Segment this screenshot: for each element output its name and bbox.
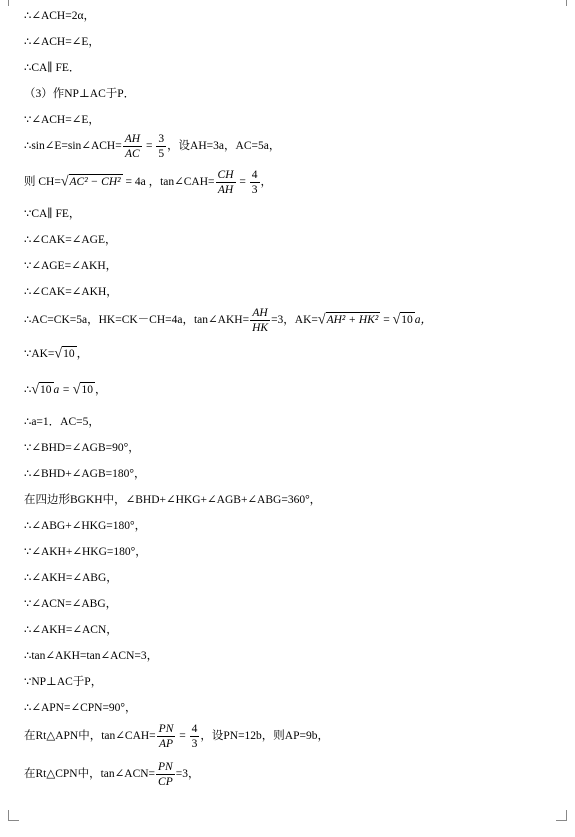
radicand: 10 <box>401 314 413 327</box>
formula-text: 在Rt△CPN中，tan∠ACN= <box>24 768 156 781</box>
formula-text: a = <box>53 384 73 396</box>
fraction-numerator: PN <box>158 761 173 773</box>
text-line: 在四边形BGKH中，∠BHD+∠HKG+∠AGB+∠ABG=360°， <box>24 494 322 506</box>
fraction-numerator: CH <box>217 169 234 181</box>
formula-text: = <box>380 314 393 327</box>
fraction-numerator: 4 <box>251 169 258 181</box>
fraction-numerator: 3 <box>158 133 165 145</box>
square-root: √AH² + HK² <box>317 312 379 328</box>
text-line: ∵∠ACN=∠ABG， <box>24 598 118 610</box>
text-line: ∴∠ACH=∠E， <box>24 36 100 48</box>
text-line: ∴∠APN=∠CPN=90°， <box>24 702 137 714</box>
formula-text: ∴ <box>24 384 32 396</box>
text-line-formula <box>24 347 88 362</box>
formula-text: = 4a ，tan∠CAH= <box>122 176 215 189</box>
fraction <box>216 169 236 196</box>
square-root: √10 <box>31 382 52 398</box>
square-root: √10 <box>54 346 75 362</box>
fraction-denominator: AP <box>158 738 174 750</box>
text-line: ∴CA∥ FE． <box>24 62 81 74</box>
fraction <box>156 761 175 788</box>
text-line: ∵∠BHD=∠AGB=90°， <box>24 442 140 454</box>
fraction <box>250 307 270 334</box>
text-line-formula <box>24 383 106 398</box>
text-line: ∴a=1．AC=5， <box>24 416 100 428</box>
fraction <box>156 133 166 160</box>
text-line: ∵∠ACH=∠E， <box>24 114 100 126</box>
formula-text: ，设PN=12b，则AP=9b， <box>200 730 329 743</box>
formula-text: ∴sin∠E=sin∠ACH= <box>24 140 122 153</box>
formula-text: =3， <box>175 768 200 781</box>
radicand: 10 <box>81 384 93 397</box>
text-line: ∴∠CAK=∠AKH， <box>24 286 118 298</box>
fraction-numerator: 4 <box>191 723 198 735</box>
fraction-denominator: HK <box>252 322 269 334</box>
text-line: ∵∠AGE=∠AKH， <box>24 260 118 272</box>
fraction-denominator: 3 <box>251 184 258 196</box>
fraction-numerator: AH <box>250 307 270 321</box>
fraction-numerator: PN <box>158 723 174 735</box>
fraction <box>190 723 200 750</box>
formula-text: 则 CH= <box>24 176 61 189</box>
text-line-formula <box>24 723 329 750</box>
fraction <box>123 133 142 160</box>
fraction <box>250 169 260 196</box>
formula-text: ，设AH=3a，AC=5a， <box>167 140 281 153</box>
square-root: √10 <box>392 312 413 328</box>
text-line: ∵NP⊥AC于P， <box>24 676 103 688</box>
text-line: ∴∠ABG+∠HKG=180°， <box>24 520 147 532</box>
text-line-formula <box>24 169 272 196</box>
radicand: 10 <box>63 348 75 361</box>
fraction-numerator: AH <box>124 133 141 145</box>
fraction <box>157 723 176 750</box>
page-corner-mark <box>556 810 567 821</box>
formula-text: = <box>236 176 249 189</box>
radicand: 10 <box>40 384 52 397</box>
text-line: ∴∠AKH=∠ABG， <box>24 572 118 584</box>
fraction-denominator: 5 <box>158 148 165 160</box>
text-line: ∵CA∥ FE， <box>24 208 81 220</box>
text-line: ∴tan∠AKH=tan∠ACN=3， <box>24 650 159 662</box>
formula-text: ∵AK= <box>24 348 55 360</box>
formula-text: = <box>176 730 189 743</box>
radicand: AH² + HK² <box>326 314 379 327</box>
text-line-formula <box>24 133 280 160</box>
formula-text: ， <box>260 176 273 189</box>
text-line: （3）作NP⊥AC于P． <box>24 88 136 100</box>
fraction-denominator: CP <box>158 776 173 788</box>
page-corner-mark <box>8 0 19 6</box>
formula-text: =3，AK= <box>271 314 318 327</box>
fraction-denominator: 3 <box>191 738 198 750</box>
text-line-formula <box>24 307 432 334</box>
text-line: ∴∠CAK=∠AGE， <box>24 234 117 246</box>
page-corner-mark <box>8 810 19 821</box>
page-corner-mark <box>556 0 567 6</box>
text-line: ∴∠BHD+∠AGB=180°， <box>24 468 146 480</box>
square-root: √10 <box>72 382 93 398</box>
square-root: √AC² − CH² <box>60 174 121 190</box>
radicand: AC² − CH² <box>69 176 121 189</box>
text-line-formula <box>24 761 199 788</box>
formula-text: a， <box>414 314 432 327</box>
text-line: ∵∠AKH+∠HKG=180°， <box>24 546 147 558</box>
formula-text: = <box>143 140 156 153</box>
formula-text: ∴AC=CK=5a，HK=CK－CH=4a，tan∠AKH= <box>24 314 250 327</box>
text-line: ∴∠AKH=∠ACN， <box>24 624 118 636</box>
formula-text: ， <box>76 348 89 360</box>
formula-text: ， <box>94 384 107 396</box>
fraction-denominator: AC <box>125 148 140 160</box>
text-line: ∴∠ACH=2α， <box>24 10 95 22</box>
formula-text: 在Rt△APN中，tan∠CAH= <box>24 730 156 743</box>
fraction-denominator: AH <box>217 184 234 196</box>
